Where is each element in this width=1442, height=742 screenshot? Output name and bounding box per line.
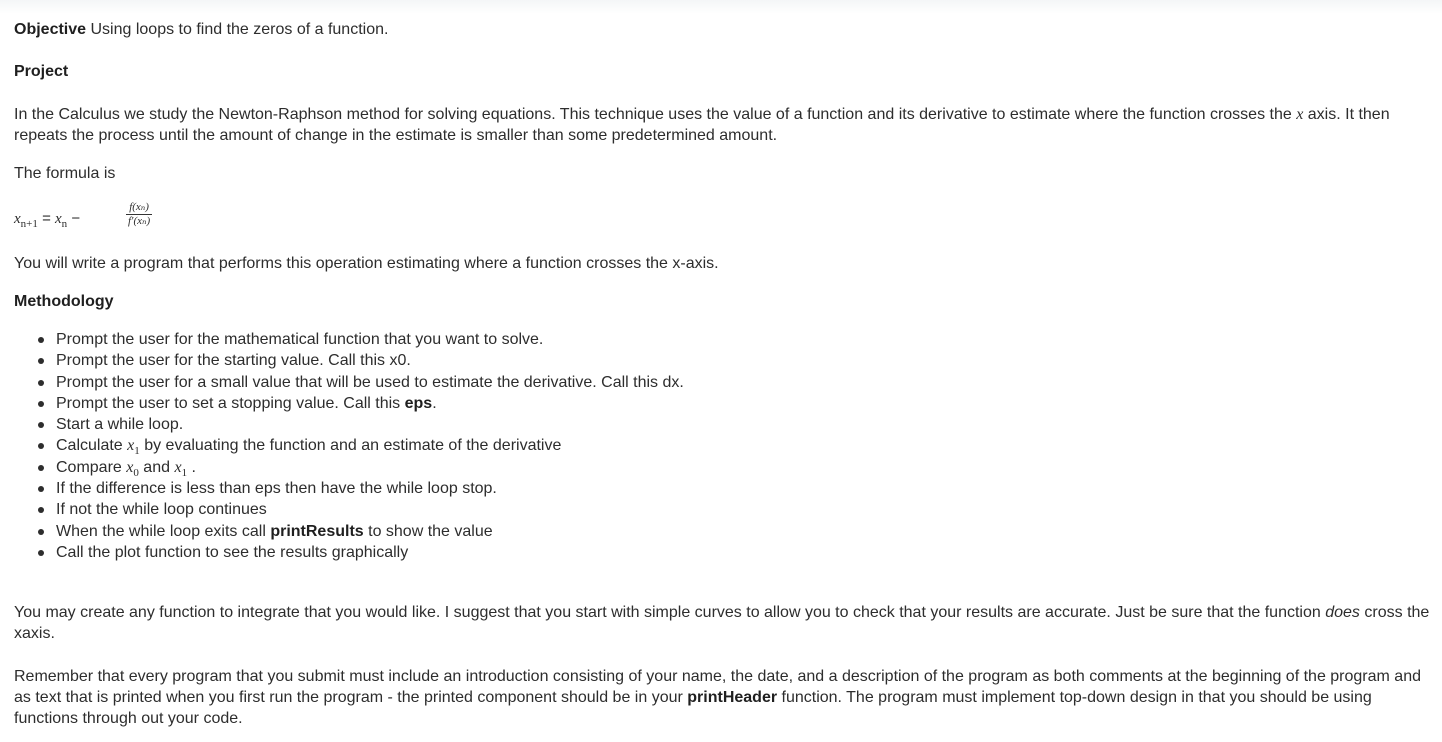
print-header-keyword: printHeader (687, 689, 778, 706)
methodology-list (14, 329, 684, 563)
remember-paragraph: Remember that every program that you submit must include an introduction consisting of your name, the date, and a description of the program as both comments at the beginning of the program and as text that is printed when you first run the program - the printed component should be in your printHeader function. The program must implement top-down design in that you should be using functions through out your code. (14, 668, 1421, 727)
formula-intro: The formula is (14, 165, 116, 182)
formula-lhs: x (14, 211, 21, 227)
formula-rhs-x: x (55, 211, 62, 227)
formula-rhs-sub: n (61, 218, 68, 230)
list-item: Prompt the user for the mathematical function that you want to solve. (14, 329, 684, 350)
formula-fraction (126, 201, 152, 228)
objective-text: Using loops to find the zeros of a function. (90, 21, 389, 38)
formula-lhs-sub: n+1 (20, 218, 38, 230)
objective-label: Objective (14, 21, 87, 38)
intro-text: In the Calculus we study the Newton-Raphson method for solving equations. This technique uses the value of a function and its derivative to estimate where the function crosses the (14, 106, 1292, 123)
intro-x: x (1296, 106, 1304, 123)
newton-formula (14, 208, 80, 235)
program-sentence: You will write a program that performs this operation estimating where a function crosses the x-axis. (14, 255, 719, 272)
list-item: If the difference is less than eps then have the while loop stop. (14, 478, 684, 499)
list-item: Prompt the user for a small value that will be used to estimate the derivative. Call this dx. (14, 372, 684, 393)
list-item: Start a while loop. (14, 414, 684, 435)
project-heading: Project (14, 63, 69, 80)
does-emphasis: does (1325, 604, 1360, 621)
list-item: When the while loop exits call printResults to show the value (14, 521, 684, 542)
formula-denominator: f′(xₙ) (128, 215, 151, 227)
formula-minus: − (71, 210, 81, 227)
eps-keyword: eps (404, 394, 433, 412)
intro-text-2: axis. It then repeats the process until the amount of change in the estimate is smaller than some predetermined amount. (14, 106, 1390, 144)
list-item: Call the plot function to see the results graphically (14, 542, 684, 563)
list-item: Prompt the user for the starting value. Call this x0. (14, 350, 684, 371)
list-item: Compare $x_0$ and $x_1$ . (14, 457, 684, 478)
objective-line (14, 19, 388, 40)
methodology-heading: Methodology (14, 293, 114, 310)
list-item: If not the while loop continues (14, 499, 684, 520)
print-results-keyword: printResults (270, 522, 364, 540)
formula-equals: = (42, 210, 51, 227)
intro-paragraph (14, 104, 1430, 146)
list-item: Calculate $x_1$ by evaluating the function and an estimate of the derivative (14, 435, 684, 456)
list-item: Prompt the user to set a stopping value. Call this eps. (14, 393, 684, 414)
formula-numerator: f(xₙ) (129, 201, 149, 213)
top-fade-strip (0, 0, 1442, 14)
integrate-paragraph: You may create any function to integrate that you would like. I suggest that you start with simple curves to allow you to check that your results are accurate. Just be sure that the function does cross the xaxis. (14, 604, 1430, 642)
